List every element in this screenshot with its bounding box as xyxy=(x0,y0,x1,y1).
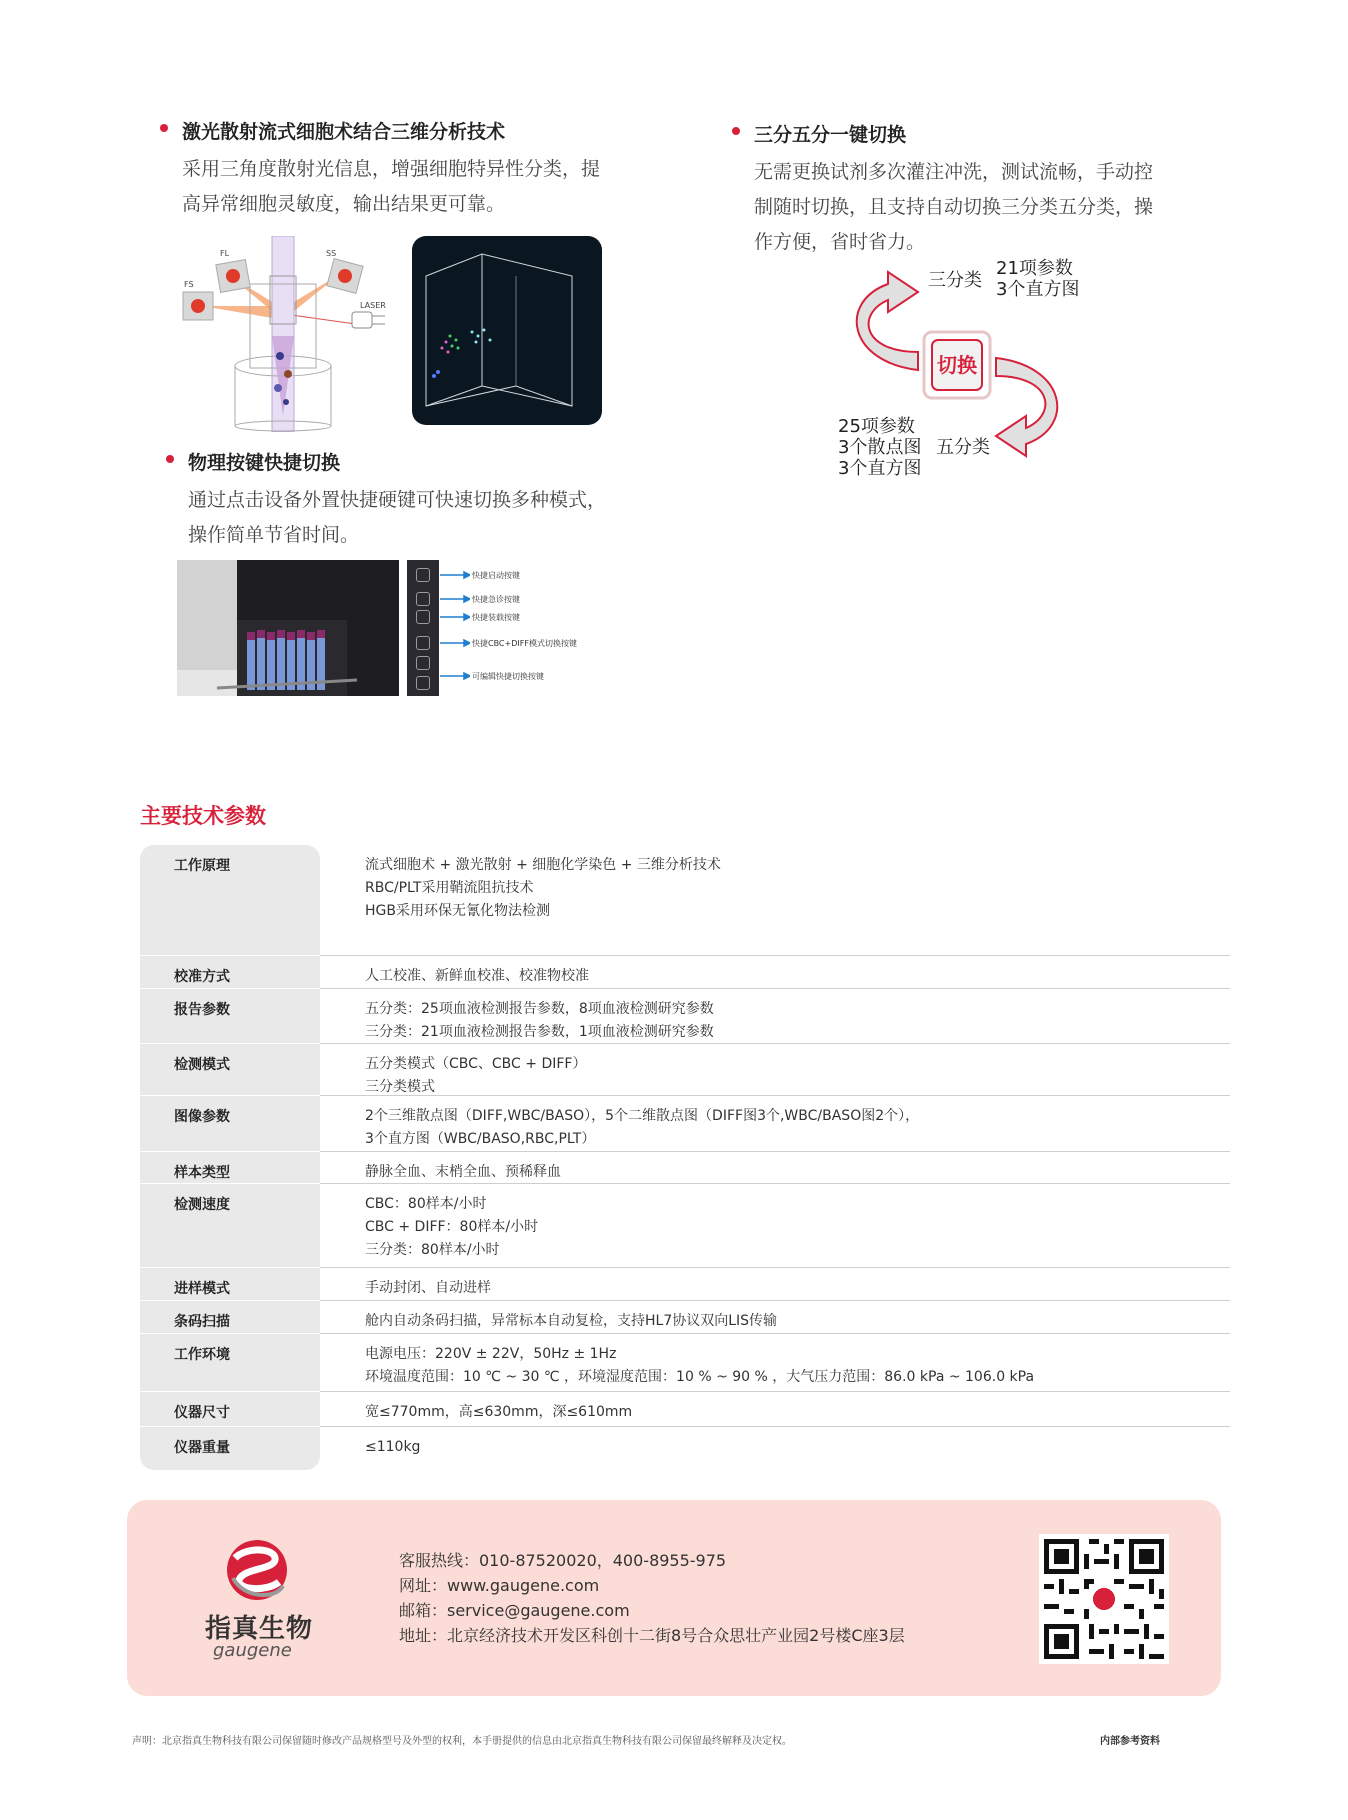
key-arrows xyxy=(440,560,470,696)
spec-row-report: 报告参数 五分类：25项血液检测报告参数，8项血液检测研究参数 三分类：21项血液检测报告参数，1项血液检测研究参数 xyxy=(140,989,1230,1044)
contact-panel xyxy=(127,1500,1221,1696)
spec-row-speed: 检测速度 CBC：80样本/小时 CBC + DIFF：80样本/小时 三分类：80样本/小时 xyxy=(140,1184,1230,1268)
qr-code[interactable] xyxy=(1039,1534,1169,1664)
spec-row-principle: 工作原理 流式细胞术 + 激光散射 + 细胞化学染色 + 三维分析技术 RBC/PLT采用鞘流阻抗技术 HGB采用环保无氰化物法检测 xyxy=(140,845,1230,956)
feature-laser-title: 激光散射流式细胞术结合三维分析技术 xyxy=(160,117,680,144)
spec-section-title: 主要技术参数 xyxy=(140,804,266,828)
contact-hotline: 客服热线：010-87520020，400-8955-975 xyxy=(399,1551,727,1570)
disclaimer: 声明：北京指真生物科技有限公司保留随时修改产品规格型号及外型的权利，本手册提供的信息由北京指真生物科技有限公司保留最终解释及决定权。 xyxy=(132,1736,792,1747)
cbc-diff-key-icon[interactable] xyxy=(416,636,430,650)
contact-info xyxy=(399,1548,905,1648)
three-class-label: 三分类 xyxy=(928,270,982,291)
bullet-dot xyxy=(166,455,174,463)
logo-text-en: gaugene xyxy=(213,1640,292,1661)
qr-code-image xyxy=(1039,1534,1169,1664)
feature-laser xyxy=(160,117,680,222)
key-label-cbc-diff: 快捷CBC+DIFF模式切换按键 xyxy=(472,639,577,648)
key-label-emergency: 快捷急诊按键 xyxy=(472,595,520,604)
label-fs: FS xyxy=(184,280,194,289)
emergency-key-icon[interactable] xyxy=(416,592,430,606)
spec-row-size: 仪器尺寸 宽≤770mm，高≤630mm，深≤610mm xyxy=(140,1392,1230,1427)
key-label-load: 快捷装载按键 xyxy=(472,613,520,622)
spec-row-weight: 仪器重量 ≤110kg xyxy=(174,1439,421,1456)
five-class-params: 25项参数 3个散点图 3个直方图 xyxy=(838,416,922,479)
bullet-dot xyxy=(732,127,740,135)
3d-scatter-plot-image xyxy=(412,236,602,425)
bullet-dot xyxy=(160,124,168,132)
spec-row-mode: 检测模式 五分类模式（CBC、CBC + DIFF） 三分类模式 xyxy=(140,1044,1230,1096)
feature-switch-title: 三分五分一键切换 xyxy=(732,120,1192,147)
key-label-start: 快捷启动按键 xyxy=(472,571,520,580)
feature-laser-body: 采用三角度散射光信息，增强细胞特异性分类，提 高异常细胞灵敏度，输出结果更可靠。 xyxy=(182,158,601,215)
logo-text-cn: 指真生物 xyxy=(205,1614,314,1644)
switch-center-label: 切换 xyxy=(937,353,977,377)
contact-website[interactable]: 网址：www.gaugene.com xyxy=(399,1576,600,1595)
feature-switch xyxy=(732,120,1192,260)
key-label-custom: 可编辑快捷切换按键 xyxy=(472,672,544,681)
key-pointer-arrows xyxy=(440,560,470,696)
key-panel xyxy=(407,560,439,696)
spec-row-sample: 样本类型 静脉全血、末梢全血、预稀释血 xyxy=(140,1152,1230,1184)
load-key-icon[interactable] xyxy=(416,610,430,624)
feature-switch-body: 无需更换试剂多次灌注冲洗，测试流畅，手动控 制随时切换，且支持自动切换三分类五分类，操 作方便，省时省力。 xyxy=(754,161,1154,253)
feature-keys-title: 物理按键快捷切换 xyxy=(166,448,686,475)
analyzer-illustration xyxy=(177,560,399,696)
label-laser: LASER xyxy=(360,301,386,310)
contact-address: 地址：北京经济技术开发区科创十二街8号合众思壮产业园2号楼C座3层 xyxy=(399,1626,905,1645)
custom-key-icon[interactable] xyxy=(416,676,430,690)
start-key-icon[interactable] xyxy=(416,568,430,582)
feature-keys xyxy=(166,448,686,553)
logo-mark-icon xyxy=(187,1538,317,1608)
scatter-cube xyxy=(412,236,602,425)
spec-row-calibration: 校准方式 人工校准、新鲜血校准、校准物校准 xyxy=(140,956,1230,989)
spec-row-barcode: 条码扫描 舱内自动条码扫描，异常标本自动复检，支持HL7协议双向LIS传输 xyxy=(140,1301,1230,1334)
contact-email[interactable]: 邮箱：service@gaugene.com xyxy=(399,1601,630,1620)
flow-cell-diagram xyxy=(180,236,402,432)
three-class-params: 21项参数 3个直方图 xyxy=(996,258,1080,300)
label-ss: SS xyxy=(326,249,337,258)
spec-row-image: 图像参数 2个三维散点图（DIFF,WBC/BASO），5个二维散点图（DIFF图3个,WBC/BASO图2个）， 3个直方图（WBC/BASO,RBC,PLT） xyxy=(140,1096,1230,1152)
five-class-label: 五分类 xyxy=(936,437,990,458)
internal-note: 内部参考资料 xyxy=(1100,1736,1160,1747)
spec-row-environment: 工作环境 电源电压：220V ± 22V，50Hz ± 1Hz 环境温度范围：10 ℃ ~ 30 ℃ ，环境湿度范围：10 % ~ 90 % ，大气压力范围：86.0 kPa ~ 106.0 kPa xyxy=(140,1334,1230,1392)
device-photo xyxy=(177,560,399,696)
feature-keys-body: 通过点击设备外置快捷硬键可快速切换多种模式， 操作简单节省时间。 xyxy=(188,489,607,546)
cbc-key-icon[interactable] xyxy=(416,656,430,670)
label-fl: FL xyxy=(220,249,230,258)
flow-cytometry-illustration xyxy=(180,236,402,432)
spec-row-injection: 进样模式 手动封闭、自动进样 xyxy=(140,1268,1230,1301)
